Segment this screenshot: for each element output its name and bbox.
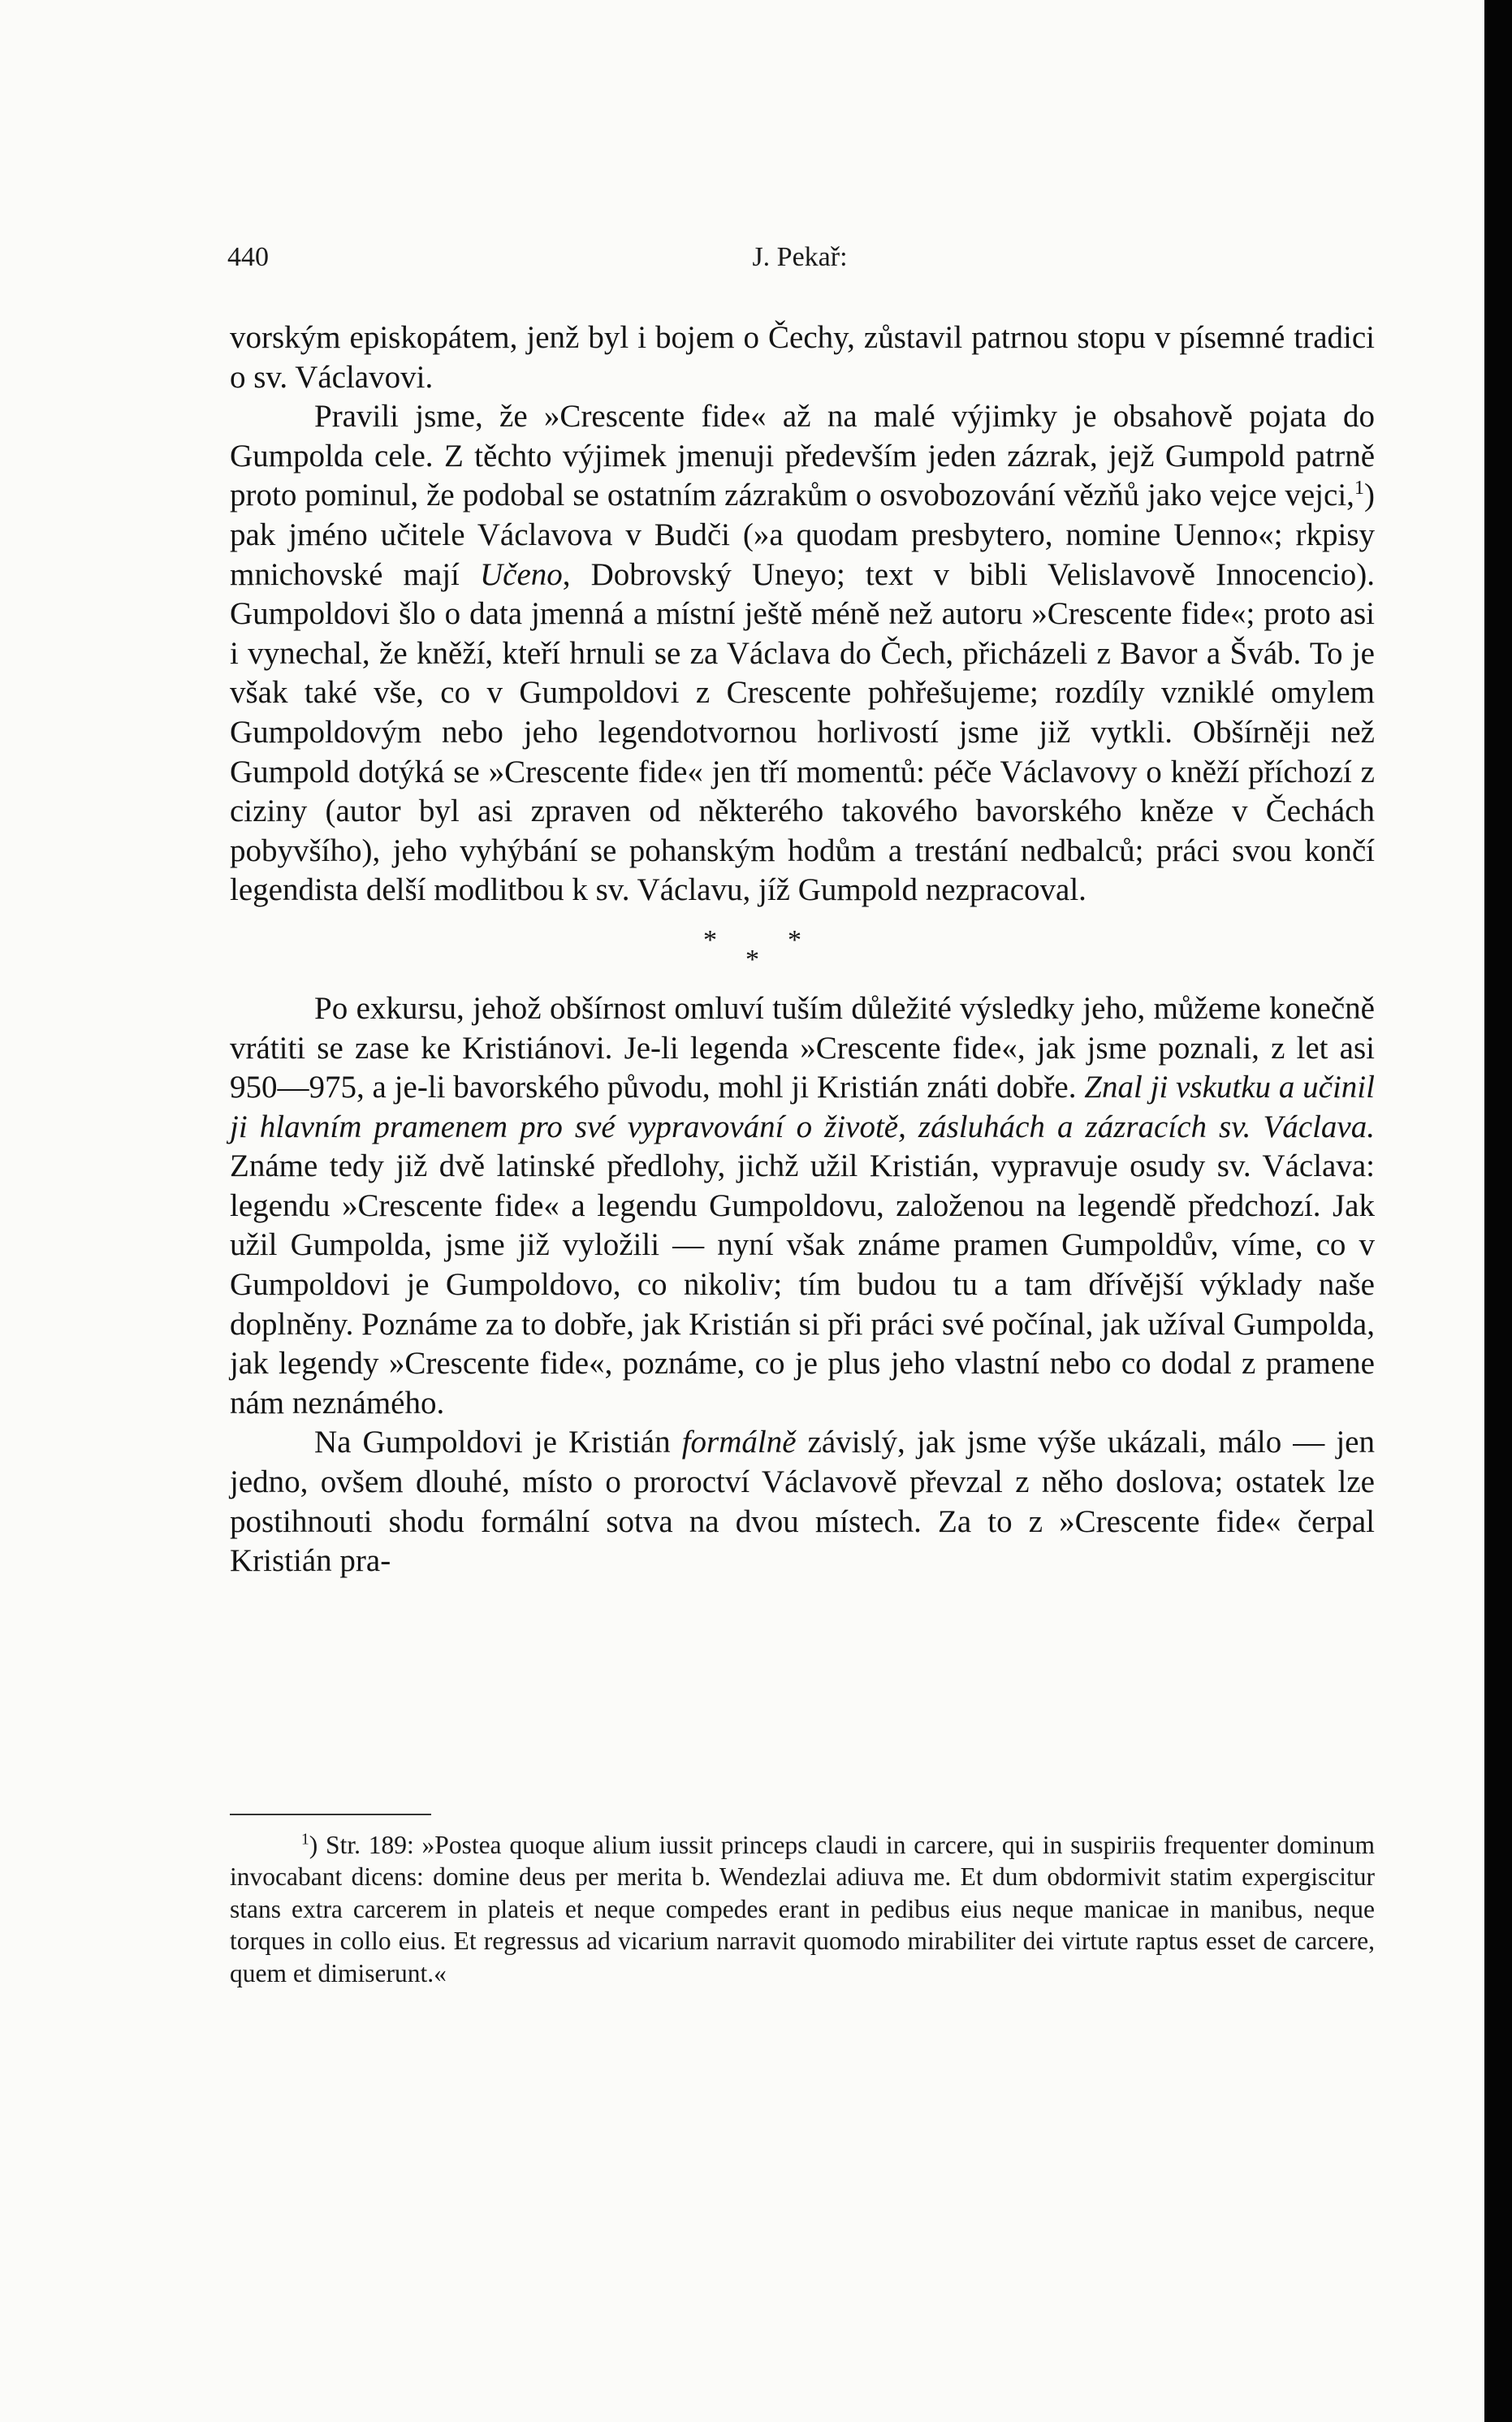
paragraph-gumpold-exceptions: Pravili jsme, že »Crescente fide« až na malé výjimky je obsahově pojata do Gumpolda cele. Z těchto výjimek jmenuji především jeden zázrak, jejž Gumpold patrně proto pominul, že podobal se ostatním zázrakům o osvobozování vězňů jako vejce vejci,$^1$) pak jméno učitele Václavova v Budči (»a quodam presbytero, nomine Uenno«; rkpisy mnichovské mají Učeno, Dobrovský Uneyo; text v bibli Velislavově Innocencio). Gumpoldovi šlo o data jmenná a místní ještě méně než autoru »Crescente fide«; proto asi i vynechal, že kněží, kteří hrnuli se za Václava do Čech, přicházeli z Bavor a Šváb. To je však také vše, co v Gumpoldovi z Crescente pohřešujeme; rozdíly vzniklé omylem Gumpoldovým nebo jeho legendotvornou horlivostí jsme již vytkli. Obšírněji než Gumpold dotýká se »Crescente fide« jen tří momentů: péče Václavovy o kněží příchozí z ciziny (autor byl asi zpraven od některého takového bavorského kněze v Čechách pobyvšího), jeho vyhýbání se pohanským hodům a trestání nedbalců; práci svou končí legendista delší modlitbou k sv. Václavu, jíž Gumpold nezpracoval. (230, 399, 1375, 908)
section-break-asterisks (230, 910, 1375, 989)
footnote (230, 1829, 1375, 1989)
footnote-reference: 1 (1354, 477, 1364, 500)
asterisk-left: * (703, 924, 717, 955)
footnote-divider (230, 1814, 431, 1815)
page-number: 440 (227, 242, 269, 272)
asterisk-bottom: * (745, 944, 759, 975)
main-text (230, 318, 1375, 1581)
paragraph-formal-dependence: Na Gumpoldovi je Kristián formálně závislý, jak jsme výše ukázali, málo — jen jedno, ovšem dlouhé, místo o proroctví Václavově převzal z něho doslova; ostatek lze postihnouti shodu formální sotva na dvou místech. Za to z »Crescente fide« čerpal Kristián pra- (230, 1425, 1375, 1579)
footnote-text: ) Str. 189: »Postea quoque alium iussit princeps claudi in carcere, qui in suspiriis frequenter dominum invocabant dicens: domine deus per merita b. Wendezlai adiuva me. Et dum obdormivit statim expergiscitur stans extra carcerem in plateis et neque compedes erant in pedibus eius neque manicae in manibus, neque torques in collo eius. Et regressus ad vicarium narravit quomodo mirabiliter dei virtute raptus esset de carcere, quem et dimiserunt.« (230, 1831, 1375, 1987)
asterisk-right: * (788, 924, 801, 955)
paragraph-continued: vorským episkopátem, jenž byl i bojem o Čechy, zůstavil patrnou stopu v písemné tradici o sv. Václavovi. (230, 320, 1375, 395)
paragraph-return-to-kristian: Po exkursu, jehož obšírnost omluví tuším důležité výsledky jeho, můžeme konečně vrátiti se zase ke Kristiánovi. Je-li legenda »Crescente fide«, jak jsme poznali, z let asi 950—975, a je-li bavorského původu, mohl ji Kristián znáti dobře. Znal ji vskutku a učinil ji hlavním pramenem pro své vypravování o životě, zásluhách a zázracích sv. Václava. Známe tedy již dvě latinské předlohy, jichž užil Kristián, vypravuje osudy sv. Václava: legendu »Crescente fide« a legendu Gumpoldovu, založenou na legendě předchozí. Jak užil Gumpolda, jsme již vyložili — nyní však známe pramen Gumpoldův, víme, co v Gumpoldovi je Gumpoldovo, co nikoliv; tím budou tu a tam dřívější výklady naše doplněny. Poznáme za to dobře, jak Kristián si při práci své počínal, jak užíval Gumpolda, jak legendy »Crescente fide«, poznáme, co je plus jeho vlastní nebo co dodal z pramene nám neznámého. (230, 990, 1375, 1421)
page-header (227, 242, 1372, 283)
running-head: J. Pekař: (752, 242, 848, 272)
footnote-mark: 1 (301, 1831, 309, 1849)
scan-border (1484, 0, 1512, 2422)
